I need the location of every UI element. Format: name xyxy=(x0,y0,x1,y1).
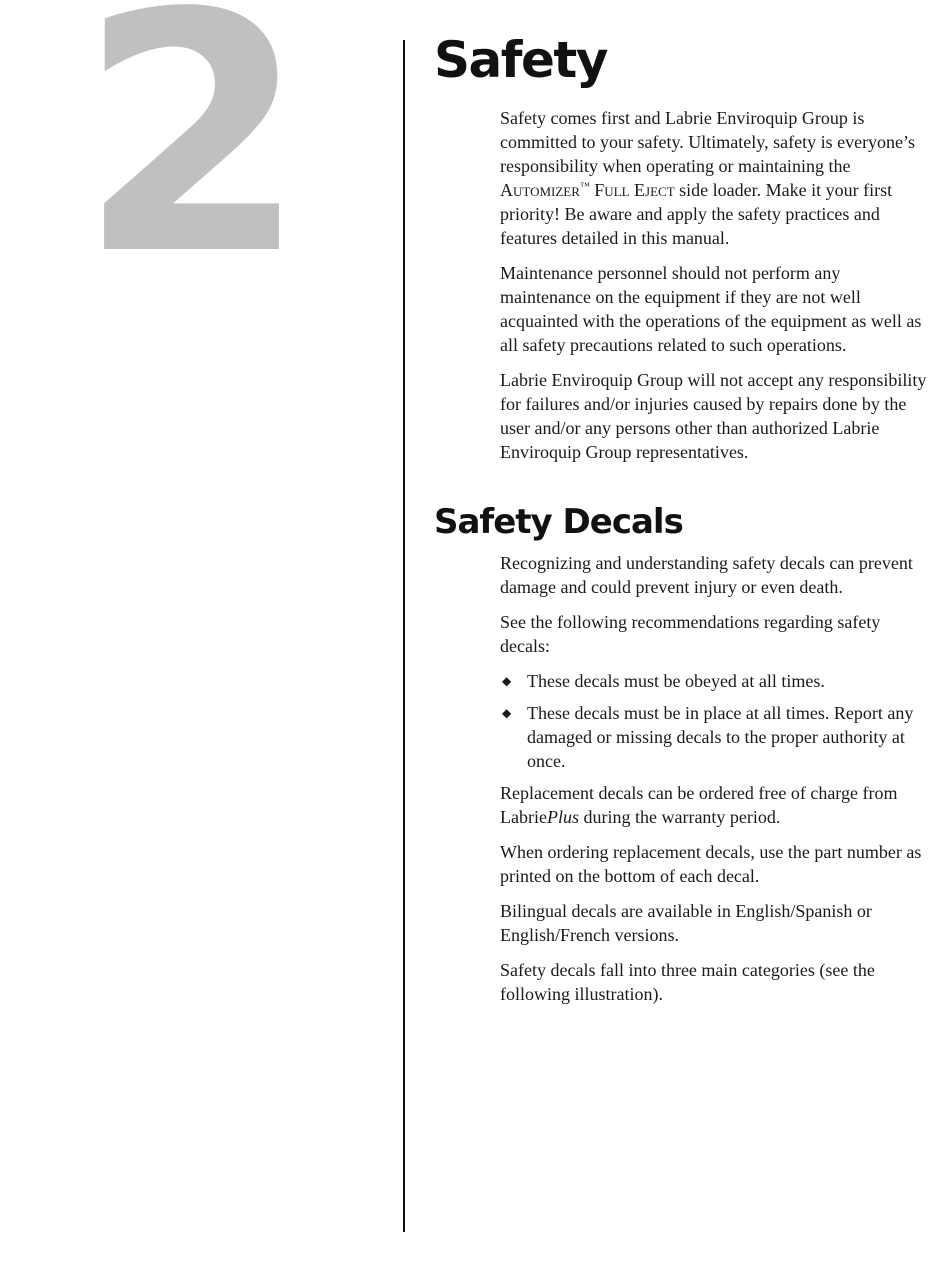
decals-paragraph-1: Recognizing and understanding safety decals can prevent damage and could prevent injury or even death. xyxy=(500,553,913,597)
diamond-bullet-icon: ◆ xyxy=(502,674,512,688)
decals-paragraph-5: Bilingual decals are available in English/Spanish or English/French versions. xyxy=(500,901,872,945)
decals-paragraph-2: See the following recommendations regarding safety decals: xyxy=(500,612,881,656)
bullet-text: These decals must be in place at all times. Report any damaged or missing decals to the proper authority at once. xyxy=(527,703,914,771)
page-content xyxy=(434,28,934,1017)
safety-body xyxy=(500,106,932,464)
decals-bullet-list xyxy=(500,669,932,773)
trademark-symbol: ™ xyxy=(579,181,590,192)
list-item xyxy=(500,669,932,693)
safety-decals-body xyxy=(500,551,932,1006)
chapter-number: 2 xyxy=(78,0,302,327)
decals-p3-text-b: during the warranty period. xyxy=(578,807,781,827)
decals-paragraph-3 xyxy=(500,781,932,829)
product-name-automizer: Automizer xyxy=(500,180,580,200)
safety-paragraph-1 xyxy=(500,106,932,250)
product-name-full-eject: Full Eject xyxy=(589,180,675,200)
section-title-safety: Safety xyxy=(434,31,607,89)
safety-paragraph-2: Maintenance personnel should not perform any maintenance on the equipment if they are not well acquainted with the operations of the equipment as well as all safety precautions related to such operations. xyxy=(500,263,922,355)
safety-p1-text-a: Safety comes first and Labrie Enviroquip Group is committed to your safety. Ultimately, safety is everyone’s responsibility when operating or maintaining the xyxy=(500,108,916,176)
safety-p1-text-b: side loader. Make it your first priority! Be aware and apply the safety practices and features detailed in this manual. xyxy=(500,180,893,248)
section-title-safety-decals: Safety Decals xyxy=(434,502,683,542)
bullet-text: These decals must be obeyed at all times. xyxy=(527,671,825,691)
section-spacer xyxy=(434,475,934,501)
decals-p3-text-a: Replacement decals can be ordered free of charge from Labrie xyxy=(500,783,898,827)
diamond-bullet-icon: ◆ xyxy=(502,706,512,720)
list-item xyxy=(500,701,932,773)
decals-p3-italic: Plus xyxy=(546,807,579,827)
vertical-divider xyxy=(403,40,405,1232)
safety-paragraph-3: Labrie Enviroquip Group will not accept any responsibility for failures and/or injuries caused by repairs done by the user and/or any persons other than authorized Labrie Enviroquip Group representatives. xyxy=(500,370,927,462)
decals-paragraph-6: Safety decals fall into three main categories (see the following illustration). xyxy=(500,960,875,1004)
decals-paragraph-4: When ordering replacement decals, use the part number as printed on the bottom of each decal. xyxy=(500,842,922,886)
